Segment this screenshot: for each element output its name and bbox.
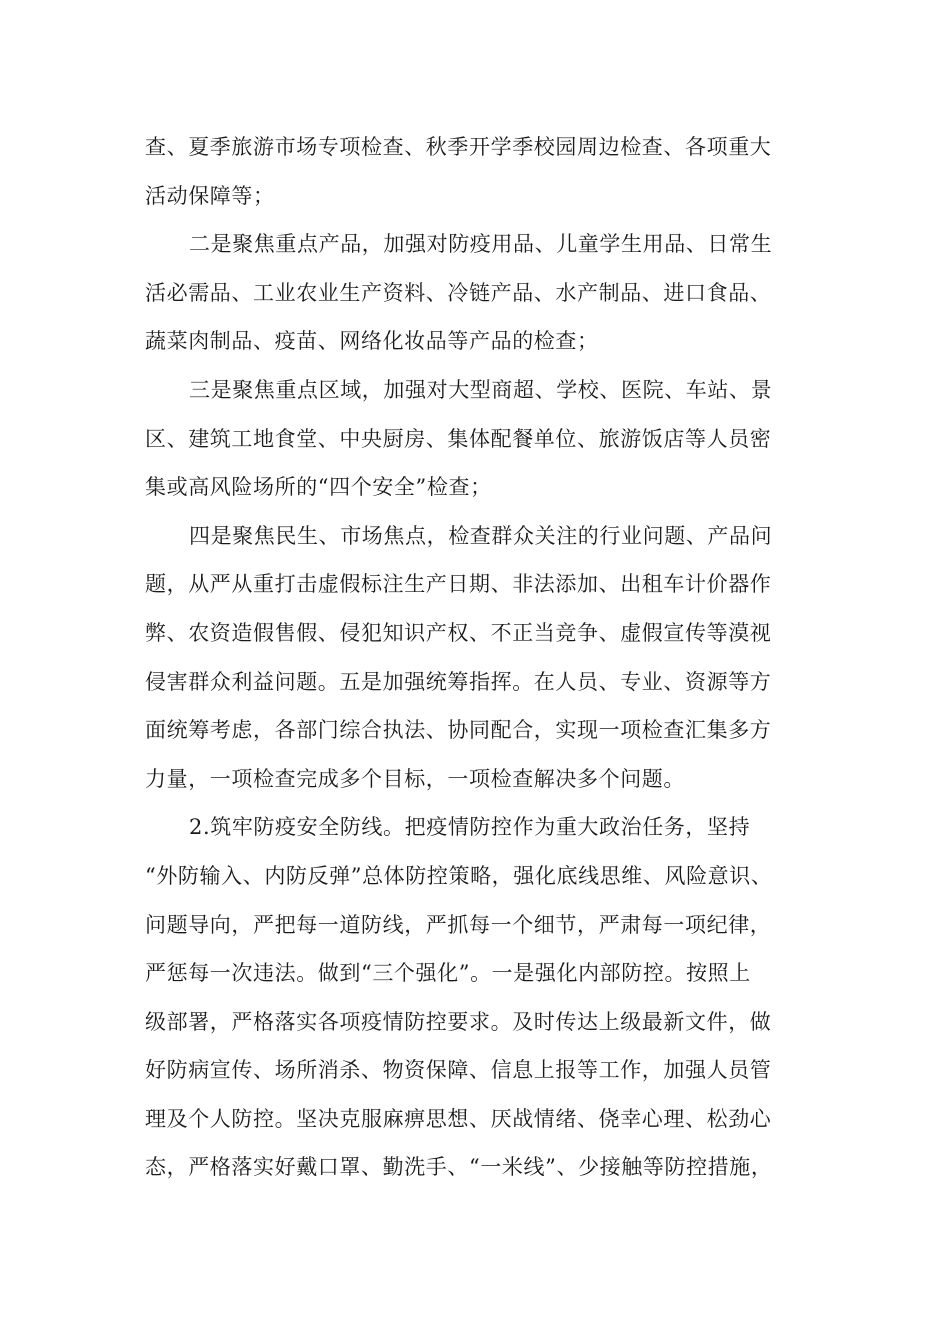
body-text: [145, 123, 805, 1192]
text-line: 蔬菜肉制品、疫苗、网络化妆品等产品的检查；: [145, 329, 599, 354]
paragraph-first-line: 三是聚焦重点区域，加强对大型商超、学校、医院、车站、景: [189, 377, 773, 402]
text-line: “外防输入、内防反弹”总体防控策略，强化底线思维、风险意识、: [145, 863, 773, 888]
text-line: 理及个人防控。坚决克服麻痹思想、厌战情绪、侥幸心理、松劲心: [145, 1106, 772, 1131]
text-line: 活必需品、工业农业生产资料、冷链产品、水产制品、进口食品、: [145, 280, 772, 305]
text-line: 级部署，严格落实各项疫情防控要求。及时传达上级最新文件，做: [145, 1009, 772, 1034]
text-line: 区、建筑工地食堂、中央厨房、集体配餐单位、旅游饭店等人员密: [145, 426, 772, 451]
text-line: 题，从严从重打击虚假标注生产日期、非法添加、出租车计价器作: [145, 572, 772, 597]
paragraph-first-line: 二是聚焦重点产品，加强对防疫用品、儿童学生用品、日常生: [189, 232, 773, 257]
text-line: 集或高风险场所的“四个安全”检查；: [145, 475, 492, 500]
text-line: 态，严格落实好戴口罩、勤洗手、“一米线”、少接触等防控措施，: [145, 1155, 773, 1180]
text-line: 活动保障等；: [145, 183, 275, 208]
text-line: 问题导向，严把每一道防线，严抓每一个细节，严肃每一项纪律，: [145, 912, 772, 937]
text-line: 面统筹考虑，各部门综合执法、协同配合，实现一项检查汇集多方: [145, 718, 772, 743]
text-line: 侵害群众利益问题。五是加强统筹指挥。在人员、专业、资源等方: [145, 669, 772, 694]
text-line: 好防病宣传、场所消杀、物资保障、信息上报等工作，加强人员管: [145, 1058, 772, 1083]
text-line: 力量，一项检查完成多个目标，一项检查解决多个问题。: [145, 766, 685, 791]
text-line: 查、夏季旅游市场专项检查、秋季开学季校园周边检查、各项重大: [145, 135, 772, 159]
text-line: 弊、农资造假售假、侵犯知识产权、不正当竞争、虚假宣传等漠视: [145, 620, 772, 645]
paragraph-first-line: 四是聚焦民生、市场焦点，检查群众关注的行业问题、产品问: [189, 523, 773, 548]
paragraph-first-line: 2.筑牢防疫安全防线。把疫情防控作为重大政治任务，坚持: [189, 815, 751, 840]
text-line: 严惩每一次违法。做到“三个强化”。一是强化内部防控。按照上: [145, 961, 751, 986]
